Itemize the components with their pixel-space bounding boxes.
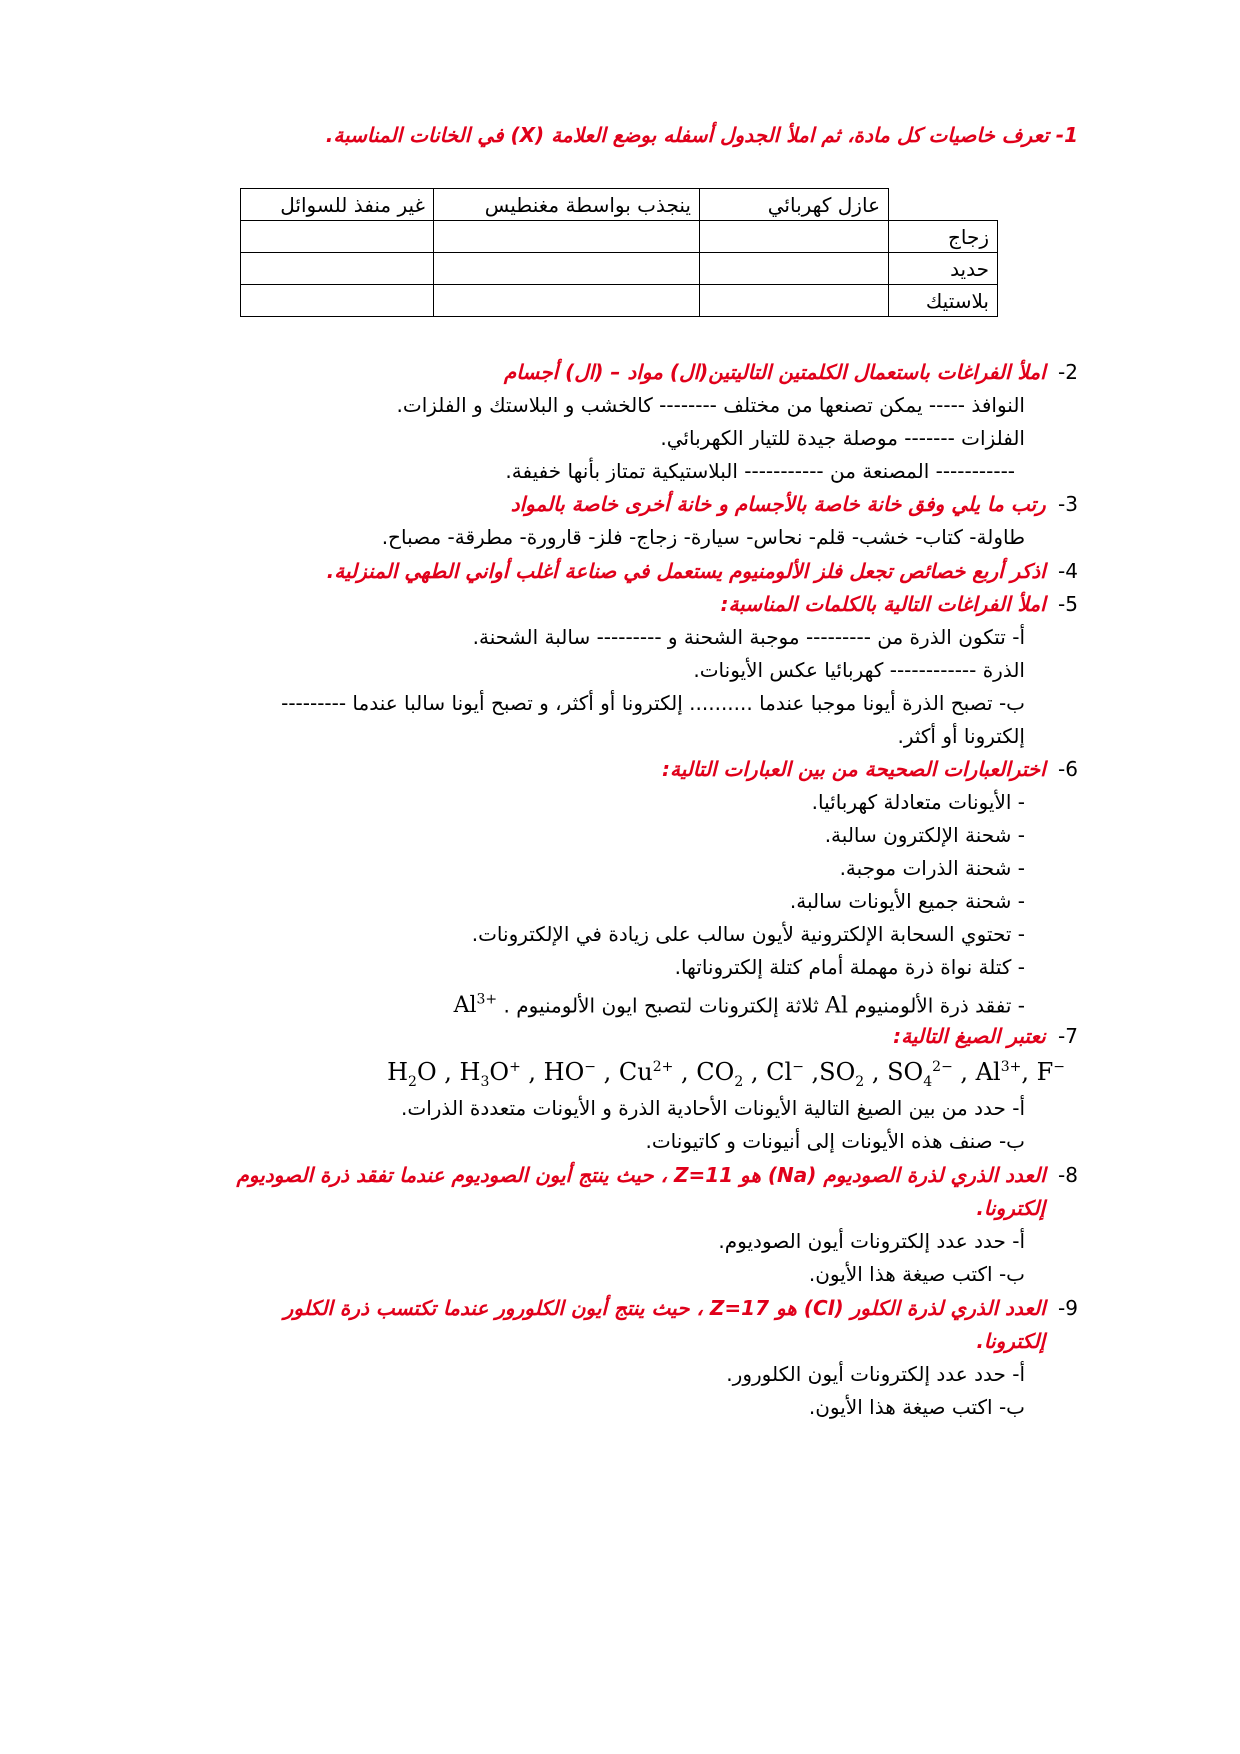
- q7-number: 7-: [1058, 1024, 1078, 1048]
- q6-item: - شحنة الإلكترون سالبة.: [824, 823, 1025, 847]
- q7-heading: [120, 1021, 1078, 1051]
- q6-last-text-b: ثلاثة إلكترونات لتصبح ايون الألومنيوم .: [503, 993, 819, 1018]
- properties-table: [240, 188, 998, 317]
- formula-list: $H_2O$ , $H_3O^+$ , HO− , $Cu^{2+}$ , $CO_2$ , Cl− $,SO_2$ , $SO_4^{2-}$ , $Al^{3+}$, F−: [387, 1058, 1065, 1090]
- q6-number: 6-: [1058, 757, 1078, 781]
- al-ion: [454, 993, 498, 1018]
- q6-heading: [120, 754, 1078, 784]
- q8-line: ب- اكتب صيغة هذا الأيون.: [808, 1262, 1025, 1286]
- table-row: [241, 221, 998, 253]
- q6-item: - تحتوي السحابة الإلكترونية لأيون سالب على زيادة في الإلكترونات.: [471, 922, 1025, 946]
- table-row-label: حديد: [889, 253, 998, 285]
- q3-title: رتب ما يلي وفق خانة خاصة بالأجسام و خانة أخرى خاصة بالمواد: [510, 492, 1046, 516]
- al-ion-symbol: Al: [453, 993, 477, 1019]
- q2-line: النوافذ ----- يمكن تصنعها من مختلف -------- كالخشب و البلاستك و الفلزات.: [396, 393, 1025, 417]
- table-header-cell: ينجذب بواسطة مغنطيس: [434, 189, 700, 221]
- table-cell[interactable]: [700, 253, 889, 285]
- q2-line: ----------- المصنعة من ----------- البلاستيكية تمتاز بأنها خفيفة.: [505, 459, 1015, 483]
- table-cell[interactable]: [434, 221, 700, 253]
- table-corner: [889, 189, 998, 221]
- q1-number: 1-: [1055, 123, 1078, 147]
- table-row-label: بلاستيك: [889, 285, 998, 317]
- q5-title: املأ الفراغات التالية بالكلمات المناسبة:: [720, 592, 1046, 616]
- q5-heading: [120, 589, 1078, 619]
- q2-number: 2-: [1058, 360, 1078, 384]
- q7-title: نعتبر الصيغ التالية:: [893, 1024, 1046, 1048]
- q6-item: - الأيونات متعادلة كهربائيا.: [811, 790, 1025, 814]
- q4-title: اذكر أربع خصائص تجعل فلز الألومنيوم يستعمل في صناعة أغلب أواني الطهي المنزلية.: [326, 559, 1046, 583]
- table-header-cell: غير منفذ للسوائل: [241, 189, 434, 221]
- q3-number: 3-: [1058, 492, 1078, 516]
- q9-line: ب- اكتب صيغة هذا الأيون.: [808, 1395, 1025, 1419]
- table-header-cell: عازل كهربائي: [700, 189, 889, 221]
- q7-line: أ- حدد من بين الصيغ التالية الأيونات الأحادية الذرة و الأيونات متعددة الذرات.: [401, 1096, 1025, 1120]
- table-cell[interactable]: [241, 253, 434, 285]
- q5-number: 5-: [1058, 592, 1078, 616]
- q5-line: أ- تتكون الذرة من --------- موجبة الشحنة و --------- سالبة الشحنة.: [472, 625, 1025, 649]
- q7-line: ب- صنف هذه الأيونات إلى أنيونات و كاتيونات.: [645, 1129, 1025, 1153]
- table-cell[interactable]: [434, 285, 700, 317]
- q9-title-b: إلكترونا.: [976, 1329, 1045, 1353]
- q6-item: - شحنة الذرات موجبة.: [839, 856, 1025, 880]
- q9-title-a: العدد الذري لذرة الكلور (Cl) هو Z=17 ، حيث ينتج أيون الكلورور عندما تكتسب ذرة الكلور: [283, 1296, 1046, 1320]
- q9-line: أ- حدد عدد إلكترونات أيون الكلورور.: [726, 1362, 1025, 1386]
- table-cell[interactable]: [700, 221, 889, 253]
- q4-heading: [120, 556, 1078, 586]
- q8-line: أ- حدد عدد إلكترونات أيون الصوديوم.: [718, 1229, 1025, 1253]
- q2-title: املأ الفراغات باستعمال الكلمتين التاليتين(ال) مواد – (ال) أجسام: [503, 360, 1046, 384]
- q6-last-text-a: - تفقد ذرة الألومنيوم: [854, 993, 1025, 1018]
- q9-heading: [120, 1293, 1078, 1323]
- table-cell[interactable]: [241, 221, 434, 253]
- q5-line: ب- تصبح الذرة أيونا موجبا عندما .......... إلكترونا أو أكثر، و تصبح أيونا سالبا عندما ---------: [281, 691, 1025, 715]
- q6-item: - كتلة نواة ذرة مهملة أمام كتلة إلكتروناتها.: [674, 955, 1025, 979]
- q1-title: تعرف خاصيات كل مادة، ثم املأ الجدول أسفله بوضع العلامة (X) في الخانات المناسبة.: [325, 123, 1049, 147]
- q6-item: - شحنة جميع الأيونات سالبة.: [789, 889, 1025, 913]
- q5-line: إلكترونا أو أكثر.: [897, 724, 1025, 748]
- al-ion-charge: 3+: [476, 992, 498, 1008]
- q6-title: اخترالعبارات الصحيحة من بين العبارات التالية:: [661, 757, 1046, 781]
- table-row-label: زجاج: [889, 221, 998, 253]
- table-row: [241, 253, 998, 285]
- table-header-row: [241, 189, 998, 221]
- q8-heading: [120, 1160, 1078, 1190]
- q6-item-last: [120, 985, 1025, 1021]
- q8-number: 8-: [1058, 1163, 1078, 1187]
- q1-heading: [120, 120, 1078, 150]
- table-row: [241, 285, 998, 317]
- q5-line: الذرة ------------ كهربائيا عكس الأيونات.: [693, 658, 1025, 682]
- table-cell[interactable]: [700, 285, 889, 317]
- q9-number: 9-: [1058, 1296, 1078, 1320]
- q2-heading: [120, 357, 1078, 387]
- q8-title-a: العدد الذري لذرة الصوديوم (Na) هو Z=11 ، حيث ينتج أيون الصوديوم عندما تفقد ذرة الصوديوم: [236, 1163, 1046, 1187]
- al-symbol: Al: [825, 993, 849, 1019]
- table-cell[interactable]: [434, 253, 700, 285]
- q3-line: طاولة- كتاب- خشب- قلم- نحاس- سيارة- زجاج- فلز- قارورة- مطرقة- مصباح.: [381, 525, 1025, 549]
- q3-heading: [120, 489, 1078, 519]
- q4-number: 4-: [1058, 559, 1078, 583]
- table-cell[interactable]: [241, 285, 434, 317]
- q8-title-b: إلكترونا.: [976, 1196, 1045, 1220]
- q2-line: الفلزات ------- موصلة جيدة للتيار الكهربائي.: [660, 426, 1025, 450]
